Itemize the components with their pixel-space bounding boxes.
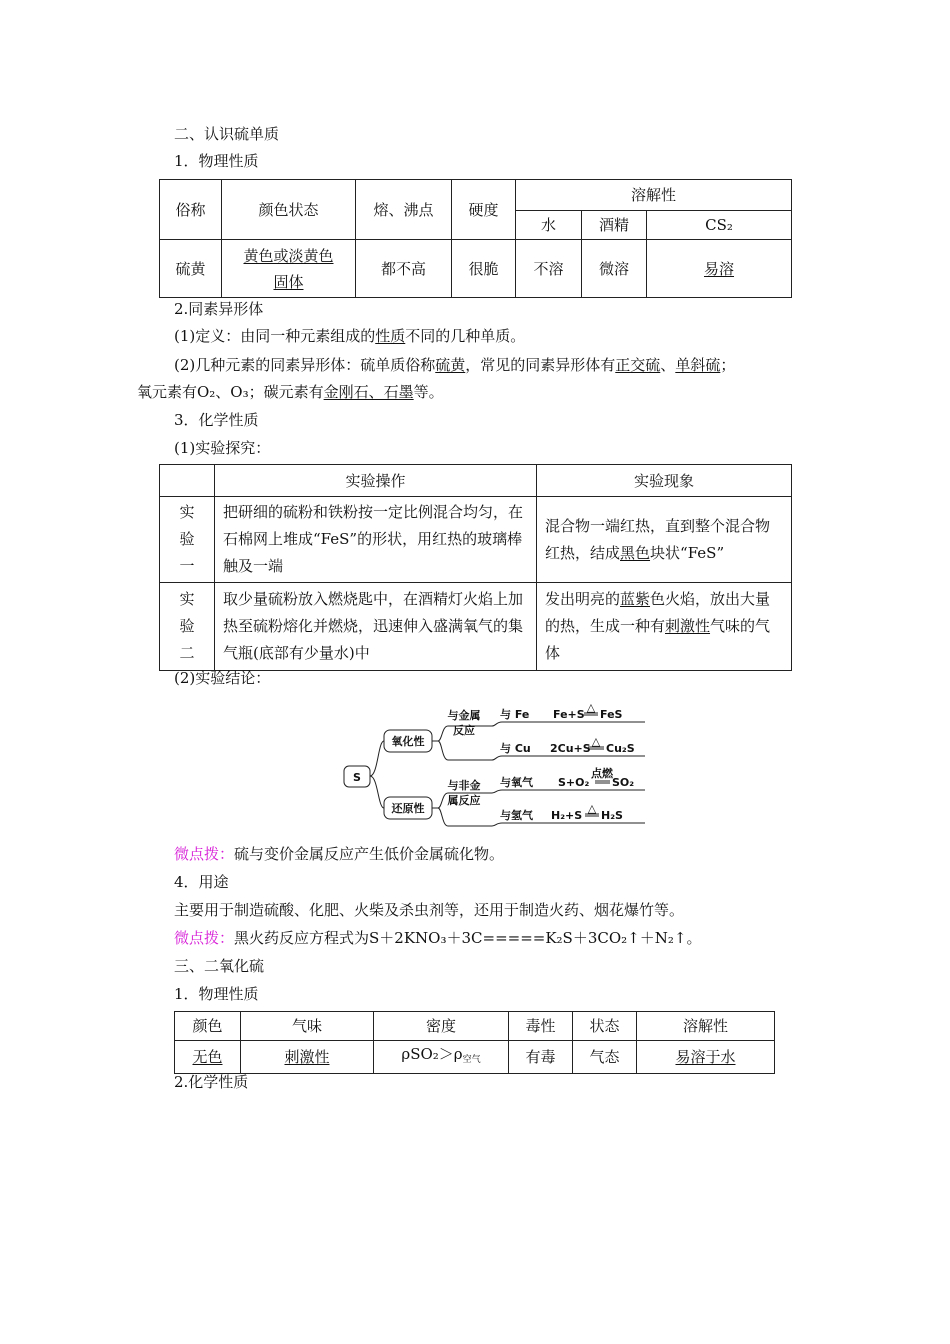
allotrope-definition: (1)定义：由同一种元素组成的性质不同的几种单质。 [174,327,526,345]
cell-alcohol: 微溶 [582,240,647,298]
conclusion-heading: (2)实验结论： [174,669,271,687]
so2-chemical-heading: 2.化学性质 [174,1073,249,1091]
tip-gunpowder: 微点拨：黑火药反应方程式为S＋2KNO₃＋3C=====K₂S＋3CO₂↑＋N₂↑。 [174,929,702,947]
nonmetal-reaction-label-2: 属反应 [447,794,481,807]
experiment-1-label: 实验一 [160,497,215,583]
nonmetal-reaction-label-1: 与非金 [447,779,481,792]
experiment-2-label: 实验二 [160,583,215,671]
header-odor: 气味 [241,1012,374,1041]
h2-condition: △ [587,802,597,815]
answer-property: 性质 [375,327,406,345]
answer-blue-purple: 蓝紫 [620,590,651,608]
header-water: 水 [516,211,582,240]
metal-reaction-label-1: 与金属 [447,709,481,722]
fe-equation-right: FeS [600,708,623,721]
cell-odor: 刺激性 [241,1041,374,1074]
cell-color: 无色 [175,1041,241,1074]
h2-equation-left: H₂+S [551,809,583,822]
cell-common-name: 硫黄 [160,240,222,298]
tip-label: 微点拨： [174,929,235,947]
cell-melting-boiling: 都不高 [356,240,452,298]
header-solubility: 溶解性 [637,1012,775,1041]
o2-condition: 点燃 [591,767,613,780]
header-solubility: 溶解性 [516,180,792,211]
experiment-2-operation: 取少量硫粉放入燃烧匙中，在酒精灯火焰上加热至硫粉熔化并燃烧，迅速伸入盛满氧气的集气瓶(底部有少量水)中 [215,583,537,671]
cell-color-state: 黄色或淡黄色固体 [222,240,356,298]
o2-label: 与氧气 [500,776,533,789]
sulfur-properties-table [159,179,792,298]
header-melting-boiling: 熔、沸点 [356,180,452,240]
experiment-heading: (1)实验探究： [174,439,271,457]
h2-equation-right: H₂S [601,809,623,822]
physical-properties-heading: 1．物理性质 [174,152,259,170]
experiment-1-phenomenon: 混合物一端红热，直到整个混合物红热，结成黑色块状“FeS” [537,497,792,583]
cell-toxicity: 有毒 [509,1041,573,1074]
header-state: 状态 [573,1012,637,1041]
allotrope-examples-cont: 氧元素有O₂、O₃；碳元素有金刚石、石墨等。 [137,383,444,401]
header-color-state: 颜色状态 [222,180,356,240]
fe-condition: △ [586,701,596,714]
answer-rhombic-sulfur: 正交硫 [615,356,661,374]
cu-equation-left: 2Cu+S [550,742,591,755]
allotrope-heading: 2.同素异形体 [174,300,264,318]
answer-black: 黑色 [620,543,651,562]
sulfur-node: S [353,771,361,784]
sulfur-reaction-diagram [340,700,660,835]
cell-density: $\rho SO_2>\rho_{空气}$ [374,1041,509,1074]
oxidizing-node: 氧化性 [391,735,425,748]
header-toxicity: 毒性 [509,1012,573,1041]
so2-properties-table [174,1011,775,1074]
o2-equation-right: SO₂ [612,776,635,789]
header-blank [160,465,215,497]
cell-solubility: 易溶于水 [637,1041,775,1074]
header-common-name: 俗称 [160,180,222,240]
o2-equation-left: S+O₂ [558,776,590,789]
cu-condition: △ [591,735,601,748]
chemical-properties-heading: 3．化学性质 [174,411,259,429]
header-phenomenon: 实验现象 [537,465,792,497]
cell-water: 不溶 [516,240,582,298]
tip-label: 微点拨： [174,845,235,863]
section-heading-so2: 三、二氧化硫 [174,957,265,975]
uses-text: 主要用于制造硫酸、化肥、火柴及杀虫剂等，还用于制造火药、烟花爆竹等。 [174,901,685,919]
cell-hardness: 很脆 [452,240,516,298]
header-alcohol: 酒精 [582,211,647,240]
tip-variable-valence: 微点拨：硫与变价金属反应产生低价金属硫化物。 [174,845,505,863]
cu-equation-right: Cu₂S [606,742,635,755]
experiment-2-phenomenon: 发出明亮的蓝紫色火焰，放出大量的热，生成一种有刺激性气味的气体 [537,583,792,671]
metal-reaction-label-2: 反应 [453,724,475,737]
h2-label: 与氢气 [500,809,533,822]
header-density: 密度 [374,1012,509,1041]
answer-monoclinic-sulfur: 单斜硫 [675,356,721,374]
cell-state: 气态 [573,1041,637,1074]
experiment-1-operation: 把研细的硫粉和铁粉按一定比例混合均匀，在石棉网上堆成“FeS”的形状，用红热的玻璃棒触及一端 [215,497,537,583]
answer-diamond-graphite: 金刚石、石墨 [323,383,414,401]
allotrope-examples: (2)几种元素的同素异形体：硫单质俗称硫黄，常见的同素异形体有正交硫、单斜硫； [174,356,736,374]
header-hardness: 硬度 [452,180,516,240]
answer-pungent: 刺激性 [665,617,711,635]
fe-label: 与 Fe [500,708,530,721]
uses-heading: 4．用途 [174,873,229,891]
cu-label: 与 Cu [500,742,531,755]
section-heading-sulfur: 二、认识硫单质 [174,125,280,143]
header-operation: 实验操作 [215,465,537,497]
fe-equation-left: Fe+S [553,708,585,721]
header-cs2: CS₂ [647,211,792,240]
header-color: 颜色 [175,1012,241,1041]
cell-cs2: 易溶 [647,240,792,298]
reducing-node: 还原性 [391,802,425,815]
experiment-table [159,464,792,671]
answer-brimstone: 硫黄 [435,356,466,374]
so2-physical-heading: 1．物理性质 [174,985,259,1003]
